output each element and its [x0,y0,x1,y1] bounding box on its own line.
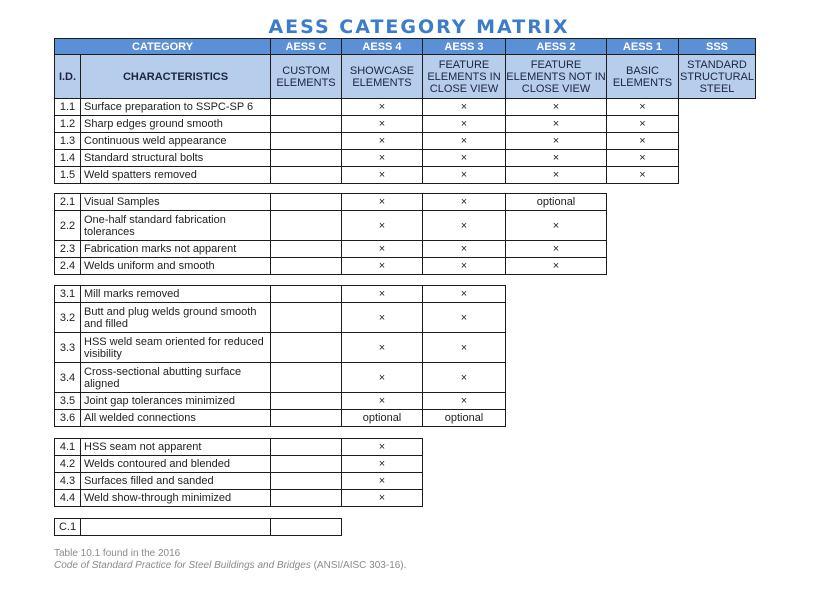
row-id: 3.3 [54,332,81,363]
row-characteristic: Surfaces filled and sanded [80,472,271,490]
row-characteristic: HSS seam not apparent [80,438,271,456]
row-id: 1.1 [54,98,81,116]
requirement-mark: × [341,193,423,211]
column-subheader: BASIC ELEMENTS [606,54,679,99]
row-id: 1.5 [54,166,81,184]
requirement-mark: × [341,302,423,333]
column-subheader: CUSTOM ELEMENTS [270,54,342,99]
row-id: 3.1 [54,285,81,303]
optional-mark: optional [505,193,607,211]
caption-suffix: (ANSI/AISC 303-16). [310,560,407,571]
column-header-aess-1: AESS 1 [606,38,679,55]
row-id: 3.6 [54,409,81,427]
empty-cell [270,392,342,410]
column-subheader: FEATURE ELEMENTS IN CLOSE VIEW [422,54,506,99]
requirement-mark: × [341,285,423,303]
requirement-mark: × [606,166,679,184]
requirement-mark: × [422,285,506,303]
row-characteristic: Continuous weld appearance [80,132,271,150]
row-id: 3.5 [54,392,81,410]
column-subheader: SHOWCASE ELEMENTS [341,54,423,99]
row-characteristic: One-half standard fabrication tolerances [80,210,271,241]
row-characteristic: Butt and plug welds ground smooth and filled [80,302,271,333]
requirement-mark: × [341,392,423,410]
row-id: 3.4 [54,362,81,393]
row-id: 4.2 [54,455,81,473]
requirement-mark: × [606,132,679,150]
requirement-mark: × [606,149,679,167]
empty-cell [270,302,342,333]
requirement-mark: × [341,332,423,363]
requirement-mark: × [505,98,607,116]
column-header-aess-4: AESS 4 [341,38,423,55]
row-characteristic: Welds contoured and blended [80,455,271,473]
id-header: I.D. [54,54,81,99]
row-id: 2.2 [54,210,81,241]
empty-cell [270,98,342,116]
requirement-mark: × [341,210,423,241]
caption-prefix: Table 10.1 found in the 2016 [54,548,181,559]
table-caption [54,548,406,572]
row-characteristic: Weld spatters removed [80,166,271,184]
requirement-mark: × [422,166,506,184]
empty-cell [270,240,342,258]
column-subheader: FEATURE ELEMENTS NOT IN CLOSE VIEW [505,54,607,99]
requirement-mark: × [505,240,607,258]
requirement-mark: × [341,362,423,393]
requirement-mark: × [422,240,506,258]
requirement-mark: × [422,257,506,275]
row-id: 1.2 [54,115,81,133]
row-characteristic: All welded connections [80,409,271,427]
row-characteristic: Sharp edges ground smooth [80,115,271,133]
category-header: CATEGORY [54,38,271,55]
requirement-mark: × [505,132,607,150]
row-id: 4.4 [54,489,81,507]
requirement-mark: × [606,115,679,133]
requirement-mark: × [505,166,607,184]
requirement-mark: × [341,472,423,490]
requirement-mark: × [341,438,423,456]
row-characteristic: Visual Samples [80,193,271,211]
row-id: 2.4 [54,257,81,275]
requirement-mark: × [341,115,423,133]
empty-cell [270,518,342,536]
empty-cell [270,489,342,507]
requirement-mark: × [341,98,423,116]
characteristics-header: CHARACTERISTICS [80,54,271,99]
requirement-mark: × [341,240,423,258]
empty-cell [270,455,342,473]
requirement-mark: × [341,149,423,167]
requirement-mark: × [422,332,506,363]
requirement-mark: × [422,193,506,211]
row-characteristic: Surface preparation to SSPC-SP 6 [80,98,271,116]
column-subheader: STANDARD STRUCTURAL STEEL [678,54,756,99]
row-characteristic: Standard structural bolts [80,149,271,167]
column-header-aess-2: AESS 2 [505,38,607,55]
requirement-mark: × [422,302,506,333]
row-id: C.1 [54,518,81,536]
empty-cell [270,210,342,241]
row-id: 1.3 [54,132,81,150]
row-characteristic: Cross-sectional abutting surface aligned [80,362,271,393]
column-header-aess-3: AESS 3 [422,38,506,55]
requirement-mark: × [422,149,506,167]
column-header-sss: SSS [678,38,756,55]
row-characteristic: Fabrication marks not apparent [80,240,271,258]
empty-cell [270,149,342,167]
empty-cell [270,409,342,427]
requirement-mark: × [422,115,506,133]
requirement-mark: × [341,166,423,184]
empty-cell [270,166,342,184]
empty-cell [270,285,342,303]
row-id: 2.1 [54,193,81,211]
requirement-mark: × [422,98,506,116]
requirement-mark: × [505,210,607,241]
requirement-mark: × [341,489,423,507]
row-id: 2.3 [54,240,81,258]
row-id: 1.4 [54,149,81,167]
optional-mark: optional [422,409,506,427]
optional-mark: optional [341,409,423,427]
empty-cell [270,362,342,393]
requirement-mark: × [505,115,607,133]
requirement-mark: × [505,257,607,275]
requirement-mark: × [422,210,506,241]
row-characteristic [80,518,271,536]
requirement-mark: × [422,362,506,393]
row-id: 4.3 [54,472,81,490]
caption-source-title: Code of Standard Practice for Steel Buildings and Bridges [54,560,311,571]
row-characteristic: Joint gap tolerances minimized [80,392,271,410]
requirement-mark: × [422,132,506,150]
requirement-mark: × [505,149,607,167]
empty-cell [270,438,342,456]
empty-cell [270,132,342,150]
empty-cell [270,193,342,211]
empty-cell [270,332,342,363]
requirement-mark: × [341,132,423,150]
requirement-mark: × [341,257,423,275]
empty-cell [270,257,342,275]
matrix-title: AESS CATEGORY MATRIX [268,16,570,38]
empty-cell [270,115,342,133]
row-characteristic: Welds uniform and smooth [80,257,271,275]
empty-cell [270,472,342,490]
row-id: 3.2 [54,302,81,333]
requirement-mark: × [606,98,679,116]
row-characteristic: HSS weld seam oriented for reduced visibility [80,332,271,363]
row-characteristic: Mill marks removed [80,285,271,303]
row-id: 4.1 [54,438,81,456]
row-characteristic: Weld show-through minimized [80,489,271,507]
column-header-aess-c: AESS C [270,38,342,55]
requirement-mark: × [341,455,423,473]
requirement-mark: × [422,392,506,410]
